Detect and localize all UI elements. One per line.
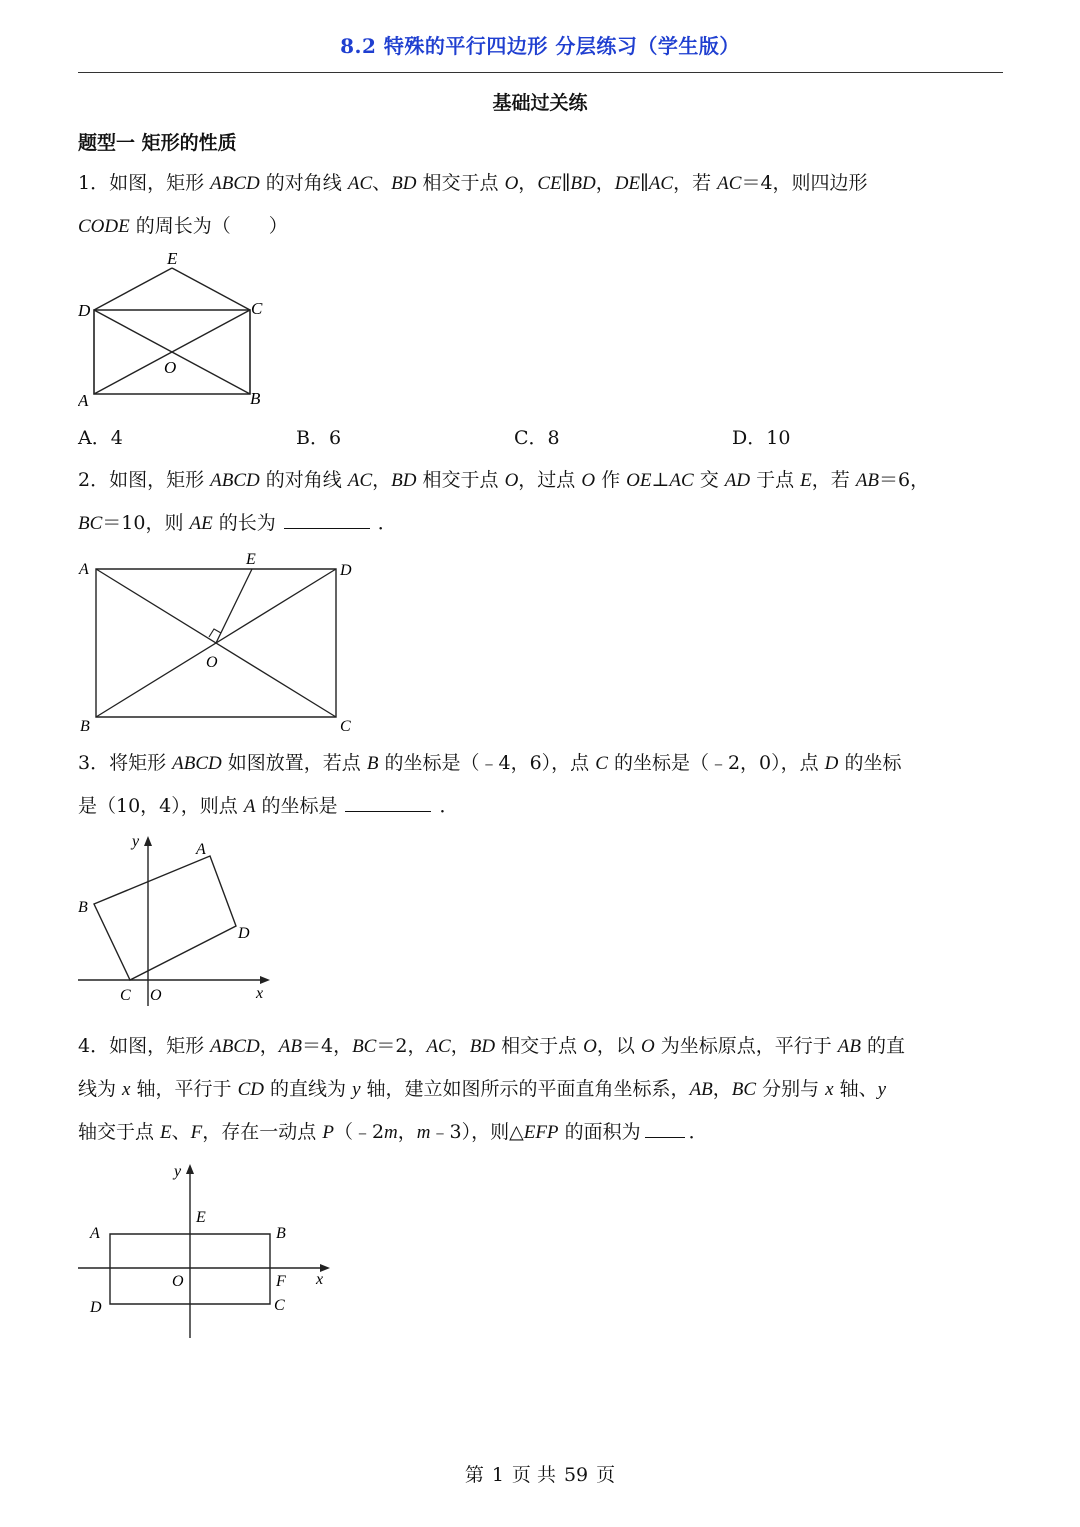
label-A: A xyxy=(196,841,206,858)
question-1-line-2: CODE 的周长为（ ） xyxy=(78,215,288,237)
question-3 xyxy=(78,742,1003,828)
option-b[interactable]: B．6 xyxy=(296,427,342,449)
label-A: A xyxy=(90,1225,100,1242)
answer-blank[interactable] xyxy=(645,1121,685,1138)
total-pages: 59 xyxy=(563,1464,589,1486)
option-a[interactable]: A．4 xyxy=(78,427,123,449)
label-D: D xyxy=(340,562,352,579)
label-O: O xyxy=(172,1273,184,1290)
label-E: E xyxy=(167,249,178,268)
label-O: O xyxy=(164,358,177,377)
page-footer: 第 1 页 共 59 页 xyxy=(464,1464,616,1486)
question-3-line-2: 是（10，4），则点 A 的坐标是 ． xyxy=(78,795,459,817)
document-title: 8.2 特殊的平行四边形 分层练习（学生版） xyxy=(340,34,740,58)
question-4-line-1: 4．如图，矩形 ABCD，AB＝4，BC＝2，AC，BD 相交于点 O，以 O 为坐标原点，平行于 AB 的直 xyxy=(78,1035,906,1057)
option-d[interactable]: D．10 xyxy=(732,427,791,449)
question-2-line-1: 2．如图，矩形 ABCD 的对角线 AC，BD 相交于点 O，过点 O 作 OE⊥AC 交 AD 于点 E，若 AB＝6， xyxy=(78,469,930,491)
label-O: O xyxy=(206,654,218,671)
label-D: D xyxy=(90,1299,102,1316)
label-D: D xyxy=(78,301,91,320)
label-B: B xyxy=(276,1225,286,1242)
answer-blank[interactable] xyxy=(284,512,370,529)
option-c[interactable]: C．8 xyxy=(514,427,560,449)
section-title: 基础过关练 xyxy=(492,92,588,114)
label-C: C xyxy=(340,718,351,735)
question-2-line-2: BC＝10，则 AE 的长为 ． xyxy=(78,512,397,534)
label-D: D xyxy=(238,925,250,942)
label-x: x xyxy=(256,985,264,1002)
question-4-figure xyxy=(76,1156,340,1350)
label-B: B xyxy=(80,718,90,735)
label-y: y xyxy=(174,1163,182,1180)
label-O: O xyxy=(150,987,162,1004)
label-C: C xyxy=(274,1297,285,1314)
label-C: C xyxy=(251,299,263,318)
answer-blank[interactable] xyxy=(345,795,431,812)
topic-heading: 题型一 矩形的性质 xyxy=(78,132,237,154)
question-2-figure xyxy=(74,545,374,745)
question-4-line-3: 轴交于点 E、F，存在一动点 P（﹣2m，m﹣3），则△EFP 的面积为 ． xyxy=(78,1121,708,1143)
question-1 xyxy=(78,162,1003,248)
label-C: C xyxy=(120,987,131,1004)
label-x: x xyxy=(316,1271,324,1288)
label-A: A xyxy=(78,391,89,408)
question-4-line-2: 线为 x 轴，平行于 CD 的直线为 y 轴，建立如图所示的平面直角坐标系，AB，BC 分别与 x 轴、y xyxy=(78,1078,887,1100)
question-2 xyxy=(78,459,1003,545)
question-3-line-1: 3．将矩形 ABCD 如图放置，若点 B 的坐标是（﹣4，6），点 C 的坐标是（﹣2，0），点 D 的坐标 xyxy=(78,752,902,774)
question-3-figure xyxy=(76,826,276,1014)
question-1-line-1: 1．如图，矩形 ABCD 的对角线 AC、BD 相交于点 O，CE∥BD，DE∥AC，若 AC＝4，则四边形 xyxy=(78,172,868,194)
question-4 xyxy=(78,1025,1003,1154)
label-F: F xyxy=(276,1273,286,1290)
label-A: A xyxy=(79,561,89,578)
label-E: E xyxy=(196,1209,206,1226)
current-page-number: 1 xyxy=(491,1464,504,1486)
label-E: E xyxy=(246,551,256,568)
question-1-figure xyxy=(78,248,278,412)
label-y: y xyxy=(132,833,140,850)
header-divider xyxy=(78,72,1003,73)
label-B: B xyxy=(78,899,88,916)
label-B: B xyxy=(250,389,261,408)
